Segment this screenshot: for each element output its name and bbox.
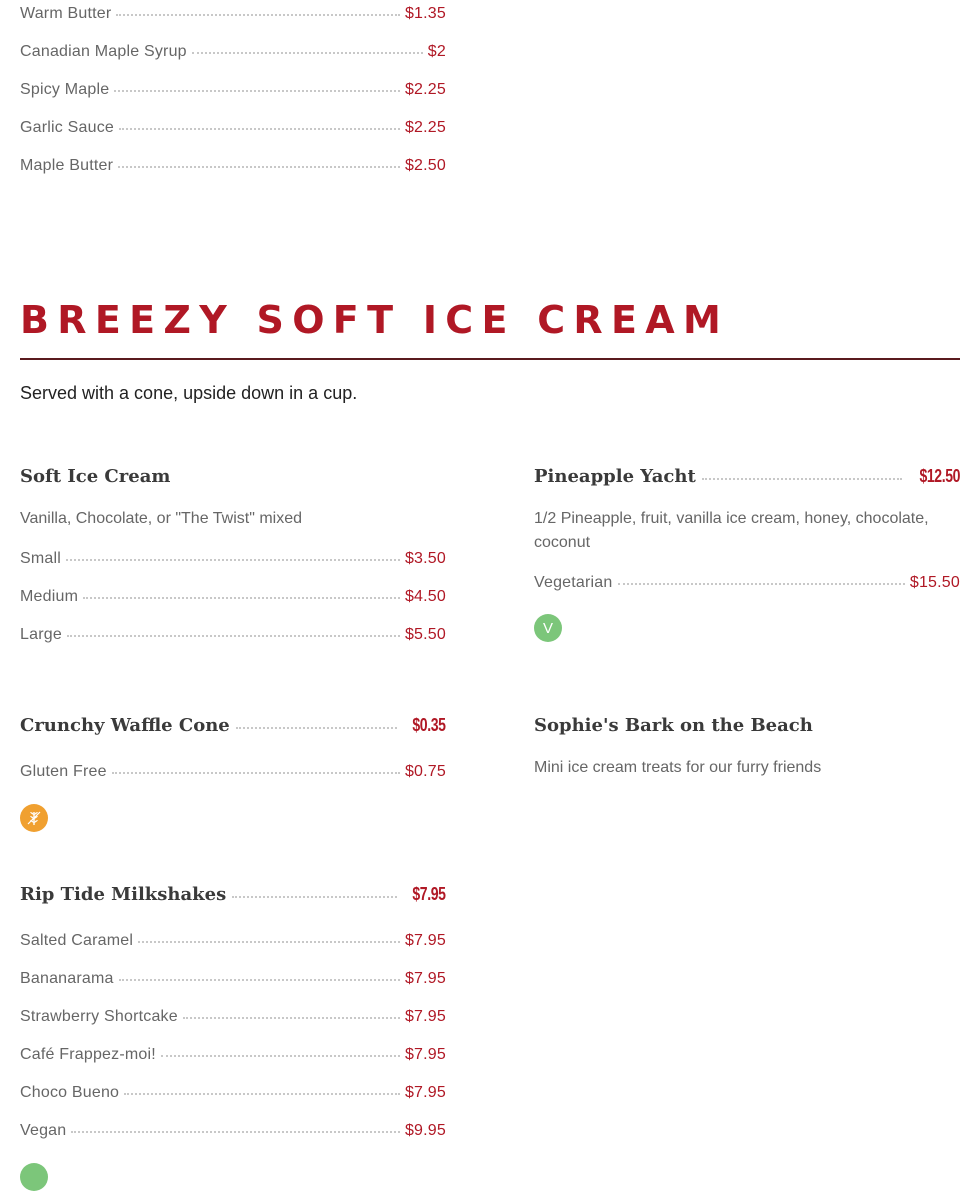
item-title: Soft Ice Cream [20,466,171,487]
list-item [20,157,446,181]
item-name: Large [20,626,62,643]
item-name: Canadian Maple Syrup [20,43,187,60]
item-name: Gluten Free [20,763,107,780]
list-item [534,574,960,598]
list-item [20,1084,446,1108]
leader-dots [236,726,398,729]
item-price: $2.25 [404,119,446,136]
item-header [20,466,446,494]
leader-dots [232,895,397,898]
item-price: $5.50 [404,626,446,643]
item-header [534,466,960,494]
section-title: BREEZY SOFT ICE CREAM [20,298,730,342]
leader-dots [183,1016,400,1019]
item-name: Strawberry Shortcake [20,1008,178,1025]
item-price: $0.35 [412,715,446,735]
leader-dots [114,89,400,92]
item-name: Garlic Sauce [20,119,114,136]
leader-dots [118,165,400,168]
item-price: $15.50 [909,574,960,591]
item-name: Bananarama [20,970,114,987]
leader-dots [66,558,400,561]
item-name: Salted Caramel [20,932,134,949]
item-description: 1/2 Pineapple, fruit, vanilla ice cream, honey, chocolate, coconut [534,510,929,551]
leader-dots [112,771,400,774]
list-item [20,588,446,612]
item-price: $2.50 [404,157,446,174]
item-price: $7.95 [404,932,446,949]
list-item [20,1046,446,1070]
leader-dots [67,634,400,637]
leader-dots [702,477,902,480]
item-title: Sophie's Bark on the Beach [534,715,813,736]
list-item [20,43,446,67]
leader-dots [192,51,423,54]
item-header [20,884,446,912]
leader-dots [124,1092,400,1095]
item-price: $7.95 [412,884,446,904]
leader-dots [83,596,400,599]
leader-dots [138,940,400,943]
item-description: Mini ice cream treats for our furry friends [534,759,822,776]
item-name: Choco Bueno [20,1084,120,1101]
item-price: $7.95 [404,1008,446,1025]
section-divider [20,358,960,360]
leader-dots [618,582,905,585]
item-price: $1.35 [404,5,446,22]
list-item [20,626,446,650]
list-item [20,932,446,956]
leader-dots [116,13,400,16]
item-price: $12.50 [919,466,960,486]
vegan-icon [20,1163,48,1191]
leader-dots [119,978,400,981]
item-price: $7.95 [404,1084,446,1101]
item-price: $9.95 [404,1122,446,1139]
wheat-icon [25,809,43,827]
item-title: Rip Tide Milkshakes [20,884,227,905]
item-description: Vanilla, Chocolate, or "The Twist" mixed [20,510,302,527]
item-name: Small [20,550,62,567]
item-name: Medium [20,588,79,605]
item-name: Spicy Maple [20,81,110,98]
section-intro: Served with a cone, upside down in a cup. [20,383,358,403]
list-item [20,5,446,29]
item-price: $7.95 [404,970,446,987]
item-price: $3.50 [404,550,446,567]
item-name: Vegetarian [534,574,613,591]
item-price: $2.25 [404,81,446,98]
item-name: Maple Butter [20,157,114,174]
item-price: $4.50 [404,588,446,605]
list-item [20,119,446,143]
item-name: Vegan [20,1122,67,1139]
item-price: $7.95 [404,1046,446,1063]
list-item [20,550,446,574]
item-title: Crunchy Waffle Cone [20,715,230,736]
list-item [20,970,446,994]
item-price: $0.75 [404,763,446,780]
item-name: Warm Butter [20,5,112,22]
list-item [20,81,446,105]
gluten-free-icon [20,804,48,832]
item-price: $2 [427,43,446,60]
list-item [20,763,446,787]
vegetarian-badge-label: V [542,619,553,637]
leader-dots [119,127,400,130]
list-item [20,1008,446,1032]
item-header [20,715,446,743]
item-name: Café Frappez-moi! [20,1046,156,1063]
list-item [20,1122,446,1146]
vegetarian-icon [534,614,562,642]
item-header [534,715,960,743]
leader-dots [161,1054,400,1057]
leader-dots [71,1130,400,1133]
item-title: Pineapple Yacht [534,466,696,487]
